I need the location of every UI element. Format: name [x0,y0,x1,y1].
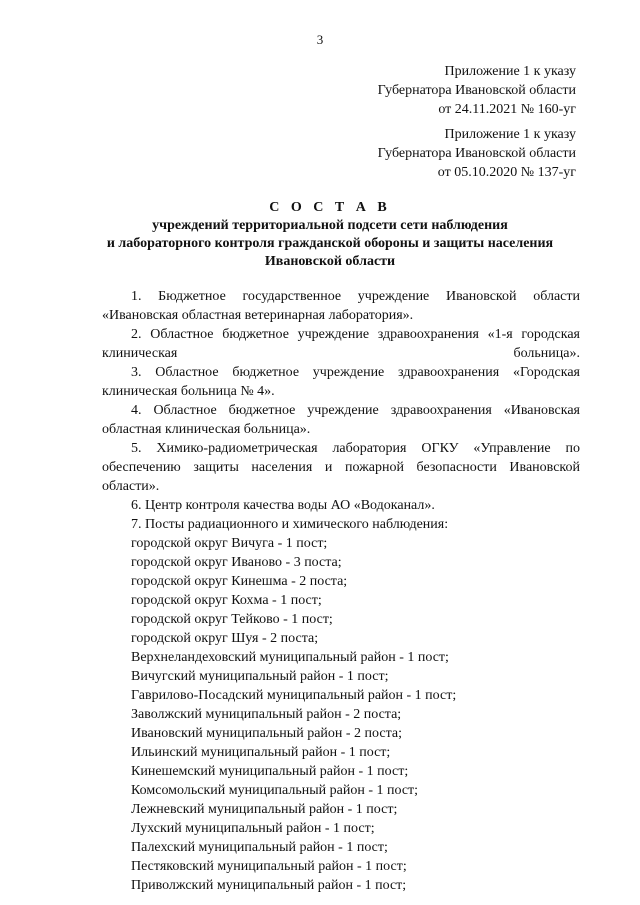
list-item-5: 5. Химико-радиометрическая лаборатория ОГКУ «Управление по обеспечению защиты населения и пожарной безопасности Ивановской области». [102,441,580,494]
post-item: городской округ Тейково - 1 пост; [131,612,333,627]
list-item-2: 2. Областное бюджетное учреждение здравоохранения «1-я городская клиническая больница». [102,327,580,361]
title-heading: С О С Т А В [269,200,391,215]
list-item-6: 6. Центр контроля качества воды АО «Водоканал». [131,498,435,513]
post-item: Кинешемский муниципальный район - 1 пост; [131,764,409,779]
post-item: Верхнеландеховский муниципальный район - 1 пост; [131,650,449,665]
appendix-current-line-3: от 24.11.2021 № 160-уг [438,102,576,117]
page-number: 3 [316,32,324,47]
post-item: Комсомольский муниципальный район - 1 пост; [131,783,419,798]
post-item: городской округ Шуя - 2 поста; [131,631,319,646]
title-line-2: и лабораторного контроля гражданской обороны и защиты населения [106,236,554,251]
post-item: Лухский муниципальный район - 1 пост; [131,821,375,836]
post-item: Лежневский муниципальный район - 1 пост; [131,802,398,817]
post-item: Ильинский муниципальный район - 1 пост; [131,745,391,760]
appendix-current-line-2: Губернатора Ивановской области [377,83,576,98]
title-line-3: Ивановской области [264,254,396,269]
post-item: Палехский муниципальный район - 1 пост; [131,840,388,855]
post-item: городской округ Вичуга - 1 пост; [131,536,328,551]
document-title [70,199,590,271]
title-line-1: учреждений территориальной подсети сети наблюдения [152,218,508,233]
appendix-previous-line-2: Губернатора Ивановской области [377,146,576,161]
post-item: городской округ Кохма - 1 пост; [131,593,322,608]
post-item: городской округ Кинешма - 2 поста; [131,574,348,589]
post-item: Гаврилово-Посадский муниципальный район - 1 пост; [131,688,457,703]
list-item-7: 7. Посты радиационного и химического наблюдения: [131,517,449,532]
post-item: Приволжский муниципальный район - 1 пост; [131,878,407,893]
appendix-current-line-1: Приложение 1 к указу [444,64,576,79]
post-item: Заволжский муниципальный район - 2 поста; [131,707,402,722]
appendix-previous-line-1: Приложение 1 к указу [444,127,576,142]
appendix-current [378,62,576,119]
post-item: Вичугский муниципальный район - 1 пост; [131,669,389,684]
post-item: Пестяковский муниципальный район - 1 пост; [131,859,407,874]
appendix-previous-line-3: от 05.10.2020 № 137-уг [437,165,576,180]
document-body [102,287,580,895]
list-item-1: 1. Бюджетное государственное учреждение Ивановской области «Ивановская областная ветеринарная лаборатория». [102,289,580,323]
post-item: Ивановский муниципальный район - 2 поста; [131,726,402,741]
list-item-3: 3. Областное бюджетное учреждение здравоохранения «Городская клиническая больница № 4». [102,365,580,399]
appendix-previous [378,125,576,182]
list-item-4: 4. Областное бюджетное учреждение здравоохранения «Ивановская областная клиническая больница». [102,403,580,437]
posts-list [102,534,580,895]
post-item: городской округ Иваново - 3 поста; [131,555,342,570]
